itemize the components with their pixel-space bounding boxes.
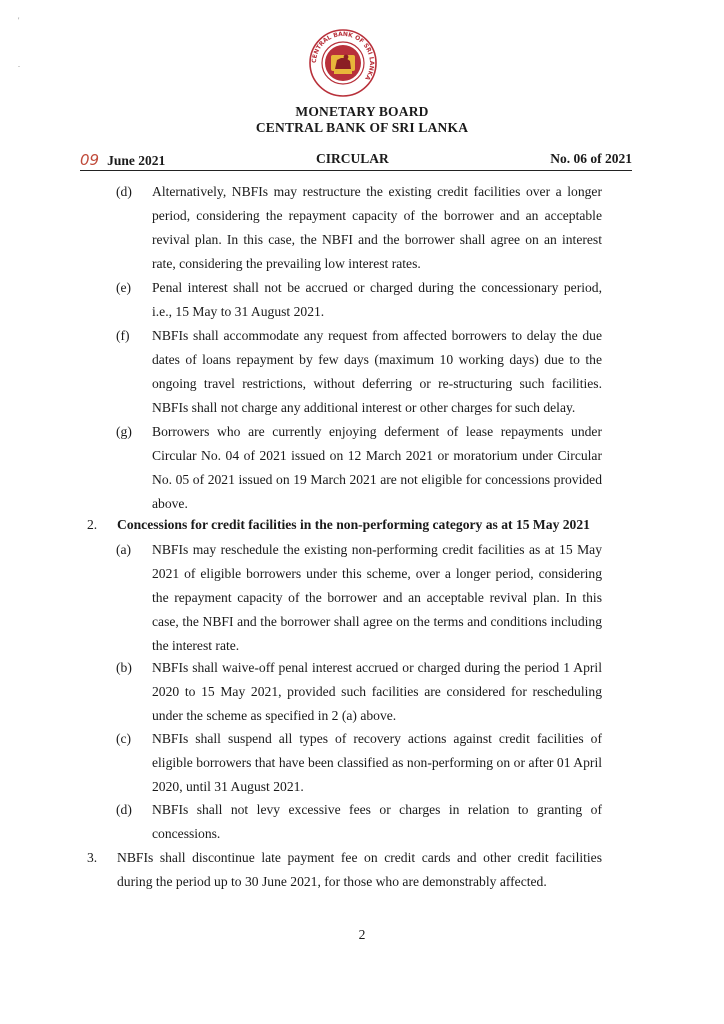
circular-date <box>80 151 165 169</box>
item-text: Borrowers who are currently enjoying deferment of lease repayments under Circular No. 04 of 2021 issued on 12 March 2021 or moratorium under Circular No. 05 of 2021 issued on 19 March 2021 are not eligible for concessions provided above. <box>152 424 602 511</box>
section-3 <box>0 846 724 894</box>
section-number: 2. <box>87 517 98 532</box>
item-text: NBFIs shall waive-off penal interest accrued or charged during the period 1 April 2020 to 15 May 2021, provided such facilities are considered for rescheduling under the scheme as specified in 2 (a) above. <box>152 660 602 723</box>
circular-number: No. 06 of 2021 <box>550 151 632 166</box>
section-title: Concessions for credit facilities in the non-performing category as at 15 May 2021 <box>117 517 590 532</box>
item-label: (a) <box>116 542 132 557</box>
item-label: (d) <box>116 184 132 199</box>
item-text: NBFIs may reschedule the existing non-performing credit facilities as at 15 May 2021 of eligible borrowers under this scheme, over a longer period, considering the repayment capacity of the borrower and an acceptable revival plan. In this case, the NBFI and the borrower shall agree on the terms and conditions including the interest rate. <box>152 542 602 653</box>
item-label: (b) <box>116 660 132 675</box>
emblem-ring-text: CENTRAL BANK OF SRI LANKA <box>310 30 376 82</box>
date-text: June 2021 <box>107 153 166 168</box>
list-item <box>0 420 724 516</box>
bank-title: CENTRAL BANK OF SRI LANKA <box>255 120 469 135</box>
item-text: NBFIs shall suspend all types of recovery actions against credit facilities of eligible borrowers that have been classified as non-performing on or after 01 April 2020, until 31 August 2021. <box>152 731 602 794</box>
item-text: NBFIs shall accommodate any request from affected borrowers to delay the due dates of loans repayment by few days (maximum 10 working days) due to the ongoing travel restrictions, without deferring or re-structuring such facilities. NBFIs shall not charge any additional interest or other charges for such delay. <box>152 328 602 415</box>
list-item <box>0 798 724 846</box>
item-text: NBFIs shall not levy excessive fees or charges in relation to granting of concessions. <box>152 802 602 841</box>
list-item <box>0 656 724 728</box>
section-number: 3. <box>87 850 98 865</box>
scan-mark: . <box>18 60 20 69</box>
list-item <box>0 180 724 276</box>
item-label: (c) <box>116 731 132 746</box>
list-item <box>0 727 724 799</box>
item-label: (d) <box>116 802 132 817</box>
list-item <box>0 324 724 420</box>
section-text: NBFIs shall discontinue late payment fee on credit cards and other credit facilities during the period up to 30 June 2021, for those who are demonstrably affected. <box>117 850 602 889</box>
item-label: (g) <box>116 424 132 439</box>
handwritten-day: 09 <box>80 151 100 169</box>
circular-header-row <box>80 150 632 171</box>
list-item <box>0 276 724 324</box>
scan-mark: ' <box>18 16 20 25</box>
item-label: (f) <box>116 328 130 343</box>
board-title: MONETARY BOARD <box>295 104 429 119</box>
item-label: (e) <box>116 280 132 295</box>
circular-label: CIRCULAR <box>316 151 389 166</box>
central-bank-emblem <box>308 28 378 98</box>
list-item <box>0 538 724 658</box>
item-text: Penal interest shall not be accrued or charged during the concessionary period, i.e., 15 May to 31 August 2021. <box>152 280 602 319</box>
page-number: 2 <box>358 927 366 942</box>
item-text: Alternatively, NBFIs may restructure the existing credit facilities over a longer period, considering the repayment capacity of the borrower and an acceptable revival plan. In this case, the NBFI and the borrower shall agree on an interest rate, considering the prevailing low interest rates. <box>152 184 602 271</box>
